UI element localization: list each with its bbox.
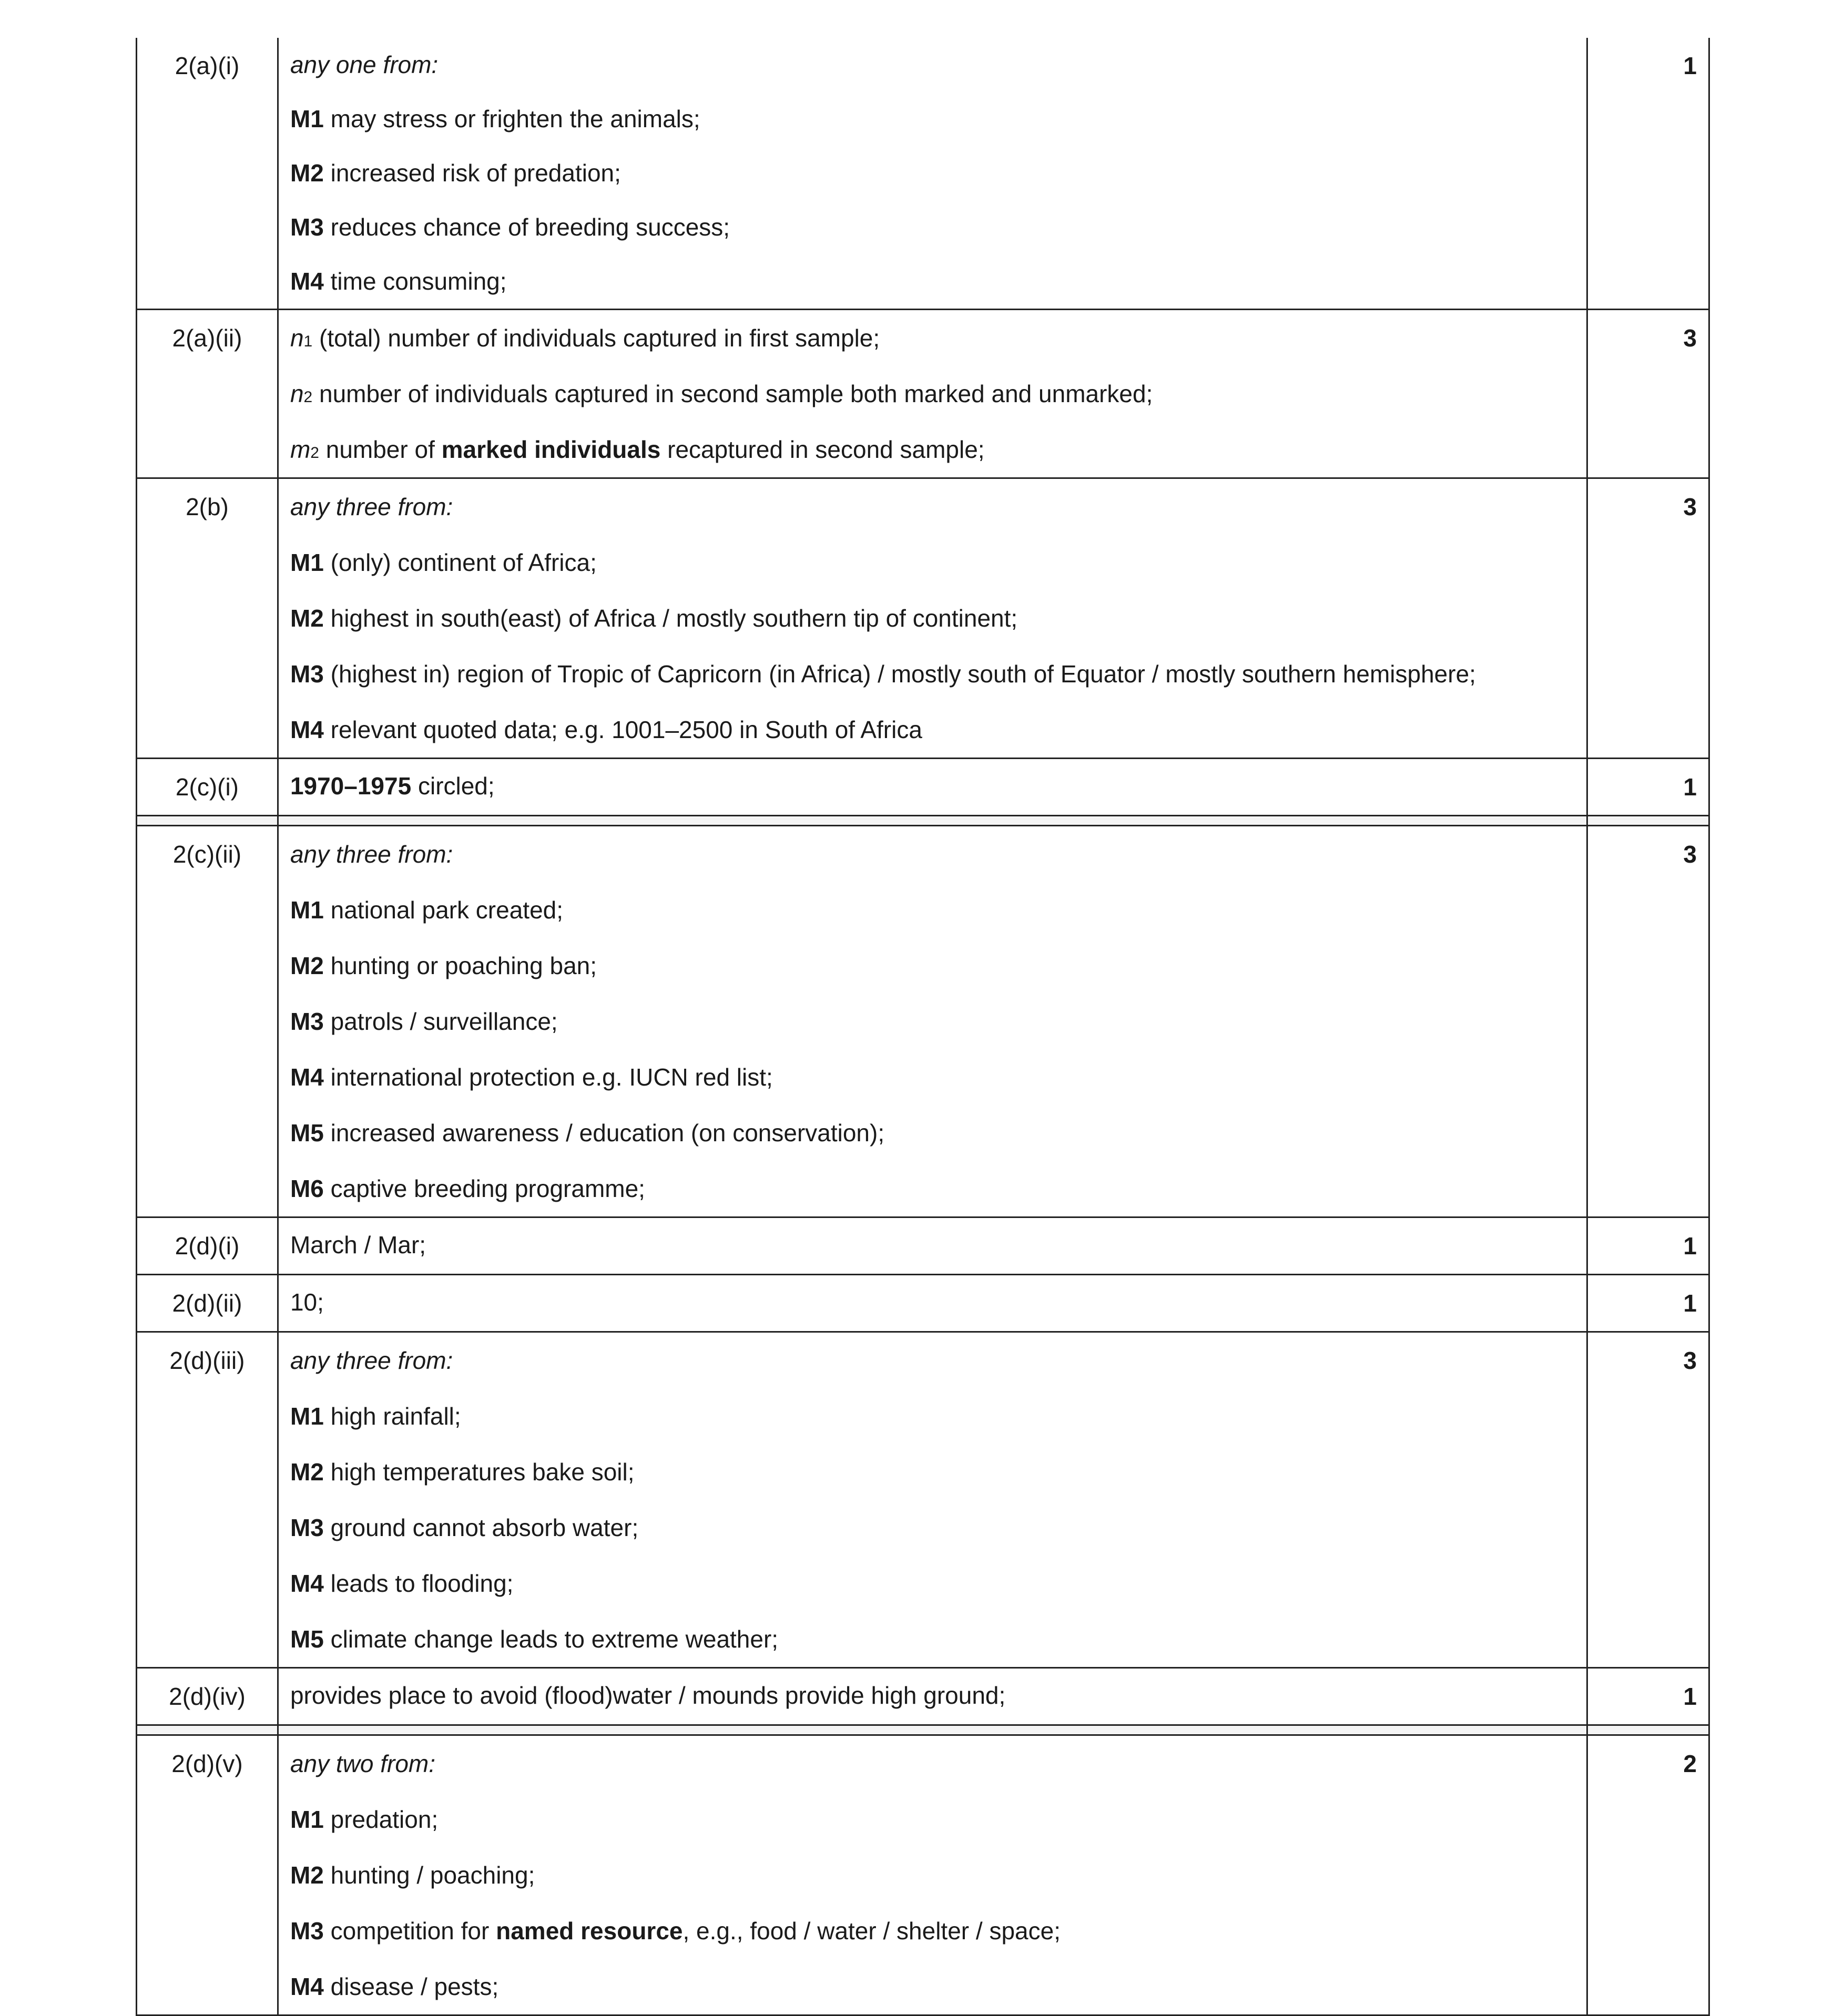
point-key: M1 [290, 1403, 324, 1430]
marking-point [290, 1049, 1576, 1105]
table-row [137, 1275, 1709, 1332]
point-text: high rainfall; [323, 1403, 461, 1430]
marking-point [290, 1500, 1576, 1556]
question-number: 2(d)(v) [137, 1735, 278, 2015]
marking-point [290, 254, 1576, 309]
marking-point [290, 1847, 1576, 1903]
point-text: may stress or frighten the animals; [323, 105, 700, 132]
marking-point [290, 1903, 1576, 1959]
marking-point [290, 702, 1576, 758]
answer-cell [278, 826, 1587, 1217]
marks-value: 3 [1587, 310, 1709, 478]
answer-emphasis: named resource [496, 1917, 683, 1945]
point-text: disease / pests; [323, 1973, 499, 2000]
table-row [137, 1217, 1709, 1275]
variable-subscript: 2 [303, 388, 313, 406]
point-key: M3 [290, 1008, 324, 1035]
point-text: relevant quoted data; e.g. 1001–2500 in South of Africa [323, 716, 922, 743]
marking-point [290, 882, 1576, 938]
marks-value: 1 [1587, 1275, 1709, 1332]
marking-point [290, 1611, 1576, 1667]
marking-point [290, 1444, 1576, 1500]
point-text: national park created; [323, 896, 564, 924]
mark-scheme-table [136, 38, 1710, 2016]
point-text: competition for [323, 1917, 496, 1945]
answer-cell [278, 1332, 1587, 1668]
marks-value: 2 [1587, 1735, 1709, 2015]
question-number: 2(d)(iii) [137, 1332, 278, 1668]
point-key: M3 [290, 1514, 324, 1541]
point-key: M2 [290, 159, 324, 187]
row-separator [137, 816, 1709, 826]
answer-line [290, 759, 1576, 813]
point-key: M2 [290, 1861, 324, 1889]
answer-intro: any one from: [290, 51, 439, 78]
answer-intro [290, 826, 1576, 882]
point-text: increased risk of predation; [323, 159, 621, 187]
point-key: M6 [290, 1175, 324, 1202]
table-row [137, 759, 1709, 816]
point-key: M1 [290, 1806, 324, 1833]
marking-point [290, 146, 1576, 200]
question-number: 2(b) [137, 478, 278, 759]
marks-value: 1 [1587, 38, 1709, 310]
answer-line: March / Mar; [290, 1231, 426, 1258]
marking-point [290, 590, 1576, 646]
variable-subscript: 1 [303, 333, 313, 350]
marks-value: 3 [1587, 478, 1709, 759]
point-key: M3 [290, 660, 324, 688]
question-number: 2(c)(ii) [137, 826, 278, 1217]
table-row [137, 1332, 1709, 1668]
point-key: M4 [290, 1973, 324, 2000]
answer-line [290, 422, 1576, 477]
answer-cell [278, 310, 1587, 478]
answer-intro: any two from: [290, 1750, 436, 1777]
question-number: 2(c)(i) [137, 759, 278, 816]
point-text: predation; [323, 1806, 439, 1833]
marking-point [290, 994, 1576, 1049]
marking-point [290, 1388, 1576, 1444]
table-row [137, 1735, 1709, 2015]
marking-point [290, 1161, 1576, 1216]
point-text: hunting or poaching ban; [323, 952, 597, 979]
point-key: M1 [290, 549, 324, 576]
point-key: M2 [290, 1458, 324, 1486]
question-number: 2(d)(ii) [137, 1275, 278, 1332]
point-text: highest in south(east) of Africa / mostly southern tip of continent; [323, 605, 1018, 632]
row-separator [137, 1725, 1709, 1735]
point-text: high temperatures bake soil; [323, 1458, 635, 1486]
answer-cell [278, 38, 1587, 310]
point-text: climate change leads to extreme weather; [323, 1625, 779, 1653]
marking-point [290, 938, 1576, 994]
marks-value: 3 [1587, 826, 1709, 1217]
table-row [137, 1668, 1709, 1725]
variable-symbol: m [290, 436, 311, 463]
marks-value: 3 [1587, 1332, 1709, 1668]
point-text: international protection e.g. IUCN red list; [323, 1063, 773, 1091]
question-number: 2(d)(iv) [137, 1668, 278, 1725]
answer-text: (total) number of individuals captured in first sample; [312, 324, 880, 352]
point-key: M1 [290, 896, 324, 924]
question-number: 2(d)(i) [137, 1217, 278, 1275]
table-row [137, 310, 1709, 478]
point-text: (only) continent of Africa; [323, 549, 597, 576]
marking-point [290, 200, 1576, 254]
point-key: M3 [290, 1917, 324, 1945]
point-text: hunting / poaching; [323, 1861, 535, 1889]
answer-cell [278, 1217, 1587, 1275]
answer-text: number of individuals captured in second sample both marked and unmarked; [312, 380, 1153, 407]
point-text: , e.g., food / water / shelter / space; [682, 1917, 1061, 1945]
point-key: M4 [290, 1063, 324, 1091]
point-key: M5 [290, 1119, 324, 1147]
table-row [137, 38, 1709, 310]
point-key: M1 [290, 105, 324, 132]
answer-text: circled; [411, 772, 495, 800]
answer-line: 10; [290, 1288, 324, 1316]
answer-cell [278, 478, 1587, 759]
point-key: M4 [290, 268, 324, 295]
answer-cell [278, 759, 1587, 816]
marks-value: 1 [1587, 1217, 1709, 1275]
point-text: reduces chance of breeding success; [323, 213, 730, 241]
point-text: patrols / surveillance; [323, 1008, 558, 1035]
point-key: M2 [290, 605, 324, 632]
marking-point [290, 92, 1576, 146]
answer-cell [278, 1668, 1587, 1725]
point-key: M4 [290, 716, 324, 743]
point-text: ground cannot absorb water; [323, 1514, 639, 1541]
point-key: M4 [290, 1570, 324, 1597]
answer-text: number of [319, 436, 442, 463]
answer-line [290, 310, 1576, 366]
answer-line [290, 366, 1576, 422]
point-key: M2 [290, 952, 324, 979]
answer-text: recaptured in second sample; [660, 436, 985, 463]
answer-intro-text: any three from: [290, 841, 453, 868]
variable-symbol: n [290, 324, 304, 352]
point-text: leads to flooding; [323, 1570, 514, 1597]
point-text: increased awareness / education (on conservation); [323, 1119, 885, 1147]
table-row [137, 478, 1709, 759]
point-key: M3 [290, 213, 324, 241]
marking-point [290, 1959, 1576, 2014]
answer-emphasis: marked individuals [441, 436, 661, 463]
point-text: captive breeding programme; [323, 1175, 645, 1202]
point-key: M5 [290, 1625, 324, 1653]
point-text: (highest in) region of Tropic of Capricorn (in Africa) / mostly south of Equator / mostly southern hemisphere; [323, 660, 1476, 688]
variable-symbol: n [290, 380, 304, 407]
marking-point [290, 1556, 1576, 1611]
variable-subscript: 2 [310, 444, 319, 462]
marking-point [290, 535, 1576, 590]
marks-value: 1 [1587, 1668, 1709, 1725]
marking-point [290, 1105, 1576, 1161]
answer-intro: any three from: [290, 1347, 453, 1374]
marks-value: 1 [1587, 759, 1709, 816]
point-text: time consuming; [323, 268, 507, 295]
marking-point [290, 1792, 1576, 1847]
answer-emphasis: 1970–1975 [290, 772, 412, 800]
answer-intro: any three from: [290, 493, 453, 520]
question-number: 2(a)(i) [137, 38, 278, 310]
question-number: 2(a)(ii) [137, 310, 278, 478]
table-row [137, 826, 1709, 1217]
answer-line: provides place to avoid (flood)water / mounds provide high ground; [290, 1682, 1006, 1709]
answer-cell [278, 1735, 1587, 2015]
marking-point [290, 646, 1576, 702]
answer-cell [278, 1275, 1587, 1332]
